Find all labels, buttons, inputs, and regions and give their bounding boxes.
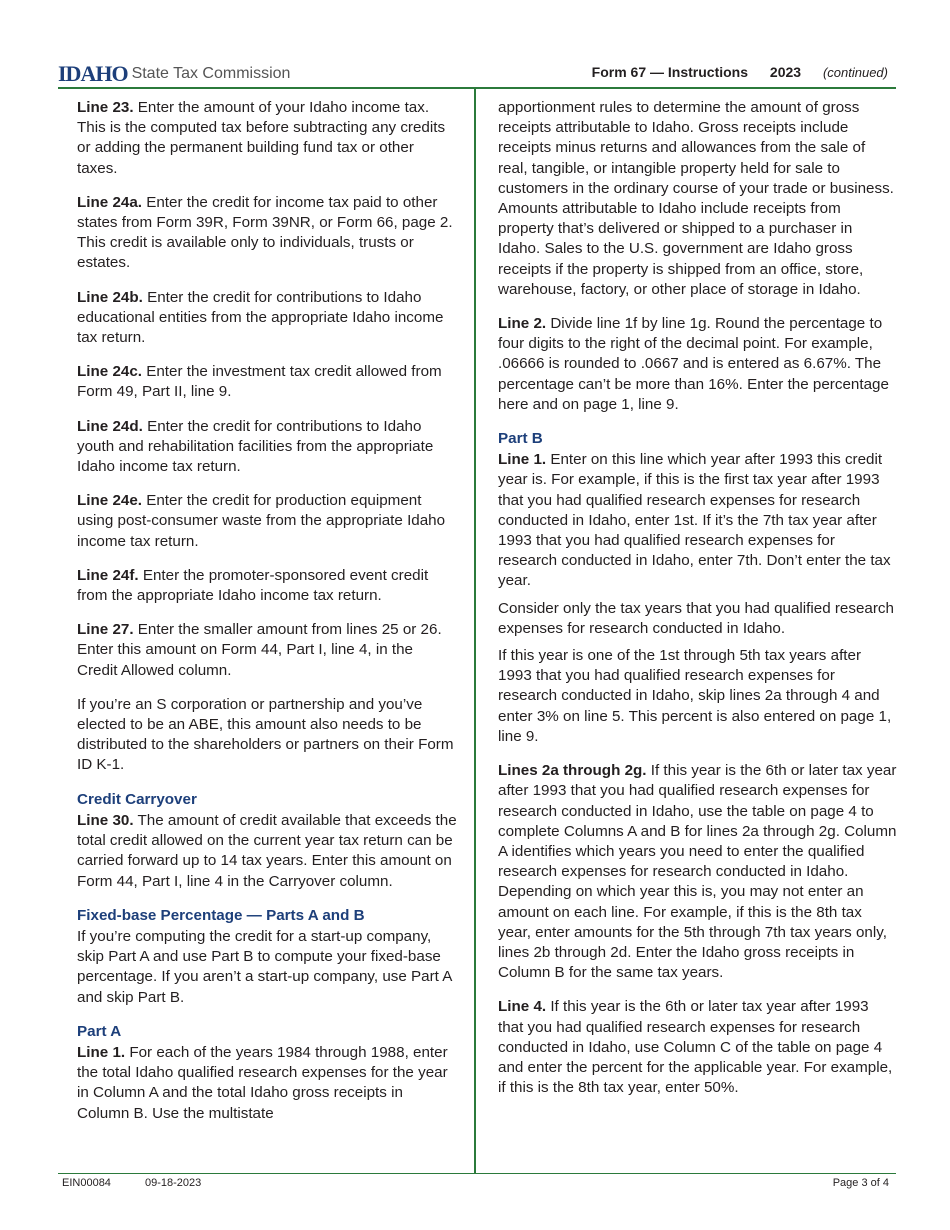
header-rule	[58, 87, 896, 89]
paragraph-text: Enter the promoter-sponsored event credit from the appropriate Idaho income tax return.	[77, 566, 429, 605]
line-label: Line 24f.	[77, 566, 139, 584]
line-24d-paragraph	[77, 417, 457, 478]
abe-paragraph: If you’re an S corporation or partnership and you’ve elected to be an ABE, this amount also needs to be distributed to the shareholders or partners on their Form ID K-1.	[77, 695, 454, 774]
line-label: Line 4.	[498, 998, 547, 1016]
paragraph-text: Divide line 1f by line 1g. Round the percentage to four digits to the right of the decimal point. For example, .06666 is rounded to .0667 and is entered as 6.67%. The percentage can’t be more than 16%. Enter the percentage here and on page 1, line 9.	[498, 315, 889, 413]
line-23-paragraph	[77, 98, 457, 179]
line-label: Lines 2a through 2g.	[498, 762, 647, 780]
paragraph-text: Enter the credit for income tax paid to other states from Form 39R, Form 39NR, or Form 66, page 2. This credit is available only to individuals, trusts or estates.	[77, 193, 453, 272]
paragraph-text: Enter the credit for contributions to Idaho educational entities from the appropriate Idaho income tax return.	[77, 288, 444, 347]
page-number: Page 3 of 4	[832, 1177, 889, 1189]
line-label: Line 24a.	[77, 193, 142, 211]
paragraph-text: Enter the credit for contributions to Idaho youth and rehabilitation facilities from the appropriate Idaho income tax return.	[77, 417, 434, 476]
line-label: Line 2.	[498, 315, 547, 333]
paragraph-text: Enter the amount of your Idaho income tax. This is the computed tax before subtracting any credits or adding the permanent building fund tax or other taxes.	[77, 99, 446, 177]
page-header	[58, 62, 894, 88]
form-title: Form 67 — Instructions	[591, 64, 749, 80]
logo-text: State Tax Commission	[131, 65, 291, 82]
form-heading	[592, 64, 888, 80]
part-b-line-1-paragraph	[498, 450, 898, 591]
logo-mark: IDAHO	[58, 61, 128, 86]
credit-carryover-heading: Credit Carryover	[77, 790, 197, 808]
line-label: Line 27.	[77, 621, 134, 639]
part-a-heading: Part A	[77, 1022, 122, 1040]
paragraph-text: Enter on this line which year after 1993 this credit year is. For example, if this is the first tax year after 1993 that you had qualified research expenses for research conducted in Idaho, enter 1st. If it’s the 7th tax year after 1993 that you had qualified research expenses for research conducted in Idaho, enter 7th. Don’t enter the tax year.	[498, 451, 891, 590]
gross-receipts-paragraph: apportionment rules to determine the amount of gross receipts attributable to Idaho. Gross receipts include receipts minus returns and allowances from the sale of real, tangible, or intangible property held for sale to customers in the ordinary course of your trade or business. Amounts attributable to Idaho include receipts from property that’s delivered or shipped to a purchaser in Idaho. Sales to the U.S. government are Idaho gross receipts if the property is shipped from an office, store, warehouse, factory, or other place of storage in Idaho.	[498, 99, 894, 298]
lines-2a-2g-paragraph	[498, 761, 898, 983]
part-a-line-2-paragraph	[498, 314, 898, 415]
paragraph-text: Enter the credit for production equipment using post-consumer waste from the appropriate Idaho income tax return.	[77, 492, 446, 550]
line-label: Line 30.	[77, 811, 134, 829]
fixed-base-heading: Fixed-base Percentage — Parts A and B	[77, 906, 365, 924]
column-divider	[474, 89, 476, 1173]
right-column	[498, 98, 898, 1112]
line-label: Line 1.	[498, 451, 547, 469]
line-24b-paragraph	[77, 288, 457, 349]
consider-paragraph: Consider only the tax years that you had qualified research expenses for research conducted in Idaho.	[498, 599, 894, 637]
paragraph-text: Enter the smaller amount from lines 25 or 26. Enter this amount on Form 44, Part I, line 4, in the Credit Allowed column.	[77, 621, 442, 679]
line-label: Line 24d.	[77, 417, 143, 435]
part-a-line-1-paragraph	[77, 1043, 457, 1124]
left-column	[77, 98, 457, 1138]
part-b-heading: Part B	[498, 430, 543, 448]
first-five-years-paragraph: If this year is one of the 1st through 5th tax years after 1993 that you had qualified research expenses for research conducted in Idaho, skip lines 2a through 4 and enter 3% on line 5. This percent is also entered on page 1, line 9.	[498, 647, 892, 745]
paragraph-text: If this year is the 6th or later tax year after 1993 that you had qualified research expenses for research conducted in Idaho, use the table on page 4 to complete Columns A and B for lines 2a through 2g. Column A identifies which years you need to enter the qualified research expenses for research conducted in Idaho. Depending on which year this is, you may not enter an amount on each line. For example, if this is the 8th tax year, enter amounts for the 5th through 7th tax years only, lines 2b through 2d. Enter the Idaho gross receipts in Column B for the same tax years.	[498, 762, 897, 982]
line-label: Line 24b.	[77, 288, 143, 306]
idaho-logo	[58, 62, 290, 86]
line-30-paragraph	[77, 811, 457, 892]
continued-label: (continued)	[822, 65, 888, 80]
line-24f-paragraph	[77, 566, 457, 606]
paragraph-text: If this year is the 6th or later tax year after 1993 that you had qualified research expenses for research conducted in Idaho, use Column C of the table on page 4 and enter the percent for the applicable year. For example, if this is the 8th tax year, enter 50%.	[498, 998, 893, 1097]
line-label: Line 1.	[77, 1043, 126, 1061]
form-code: EIN00084	[62, 1177, 111, 1189]
footer-rule	[58, 1173, 896, 1174]
paragraph-text: Enter the investment tax credit allowed from Form 49, Part II, line 9.	[77, 363, 442, 401]
line-label: Line 24c.	[77, 363, 142, 381]
paragraph-text: The amount of credit available that exceeds the total credit allowed on the current year tax return can be carried forward up to 14 tax years. Enter this amount on Form 44, Part I, line 4 in the Carryover column.	[77, 811, 457, 890]
line-24e-paragraph	[77, 491, 457, 552]
line-label: Line 23.	[77, 99, 134, 116]
form-year: 2023	[769, 64, 802, 80]
line-27-paragraph	[77, 620, 457, 681]
part-b-line-4-paragraph	[498, 997, 898, 1098]
paragraph-text: For each of the years 1984 through 1988, enter the total Idaho qualified research expenses for the year in Column A and the total Idaho gross receipts in Column B. Use the multistate	[77, 1043, 448, 1122]
line-24c-paragraph	[77, 362, 457, 402]
line-24a-paragraph	[77, 193, 457, 274]
revision-date: 09-18-2023	[145, 1177, 202, 1189]
line-label: Line 24e.	[77, 492, 142, 510]
start-up-paragraph: If you’re computing the credit for a start-up company, skip Part A and use Part B to compute your fixed-base percentage. If you aren’t a start-up company, use Part A and skip Part B.	[77, 927, 452, 1006]
